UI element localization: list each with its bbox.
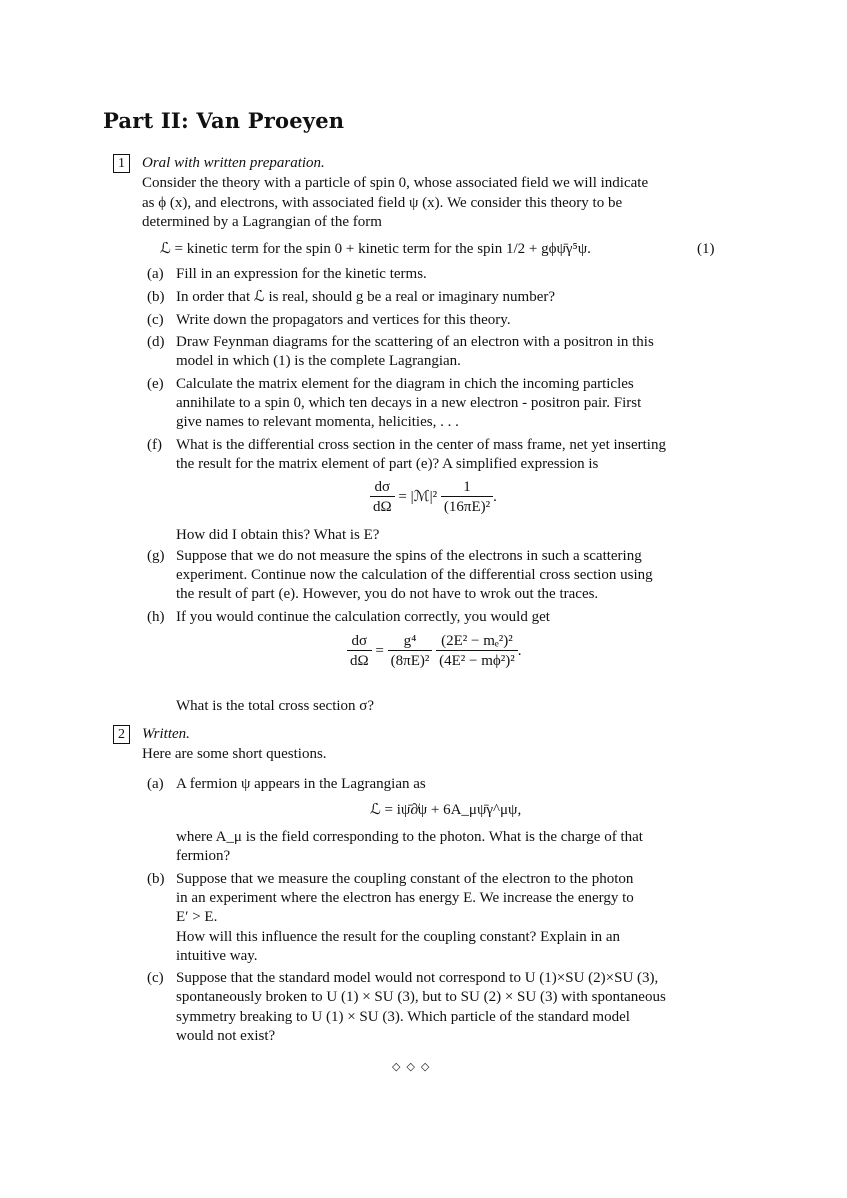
part-b-label: (b): [147, 289, 165, 305]
q2-lagrangian: ℒ = iψ̄∂̸ψ + 6A_μψ̄γ^μψ,: [370, 802, 522, 818]
q2-part-a-after-1: where A_μ is the field corresponding to the photon. What is the charge of that: [176, 829, 643, 845]
h-ratio-numerator: (2E² − mₑ²)²: [436, 632, 518, 651]
cross-section-formula-f: $\frac{d\sigma}{d\Omega}$ = |ℳ|² $\frac{1}{\text{(16πE)²}}$ .: [370, 478, 497, 517]
part-e-text-1: Calculate the matrix element for the diagram in chich the incoming particles: [176, 376, 634, 392]
h-ratio-denominator: (4E² − mϕ²)²: [439, 653, 515, 669]
part-g-text-2: experiment. Continue now the calculation of the differential cross section using: [176, 567, 653, 583]
q2-part-b-text-1: Suppose that we measure the coupling constant of the electron to the photon: [176, 871, 634, 887]
q2-part-b-text-2: in an experiment where the electron has energy E. We increase the energy to: [176, 890, 634, 906]
part-f-text-2: the result for the matrix element of part (e)? A simplified expression is: [176, 456, 599, 472]
q2-part-a-label: (a): [147, 776, 164, 792]
f-rhs-denominator: (16πE)²: [443, 499, 491, 515]
q2-part-a-text: A fermion ψ appears in the Lagrangian as: [176, 776, 426, 792]
q2-part-b-label: (b): [147, 871, 165, 887]
question-2-number-box: 2: [113, 725, 130, 744]
cross-section-formula-h: $\frac{d\sigma}{d\Omega}$ = $\frac{\text{g⁴}}{\text{(8πE)²}}$ $\frac{\text{(2E² − mₑ²)²}}{\text{(4E² − mϕ²)²}}$ .: [347, 632, 522, 671]
part-f-label: (f): [147, 437, 162, 453]
page-title: Part II: Van Proeyen: [103, 108, 345, 133]
part-g-text-3: the result of part (e). However, you do not have to wrok out the traces.: [176, 586, 599, 602]
part-f-after: How did I obtain this? What is E?: [176, 527, 380, 543]
part-c-label: (c): [147, 312, 164, 328]
part-c-text: Write down the propagators and vertices for this theory.: [176, 312, 511, 328]
q2-part-c-text-2: spontaneously broken to U (1) × SU (3), but to SU (2) × SU (3) with spontaneous: [176, 989, 666, 1005]
q2-part-c-label: (c): [147, 970, 164, 986]
part-b-text: In order that ℒ is real, should g be a real or imaginary number?: [176, 289, 556, 305]
q2-part-b-text-4: How will this influence the result for the coupling constant? Explain in an: [176, 929, 621, 945]
q2-part-c-text-3: symmetry breaking to U (1) × SU (3). Which particle of the standard model: [176, 1009, 630, 1025]
lagrangian-equation: ℒ = kinetic term for the spin 0 + kinetic term for the spin 1/2 + gϕψ̄γ⁵ψ.: [160, 241, 591, 257]
h-coeff-numerator: g⁴: [388, 632, 433, 651]
part-h-text: If you would continue the calculation correctly, you would get: [176, 609, 550, 625]
q2-part-b-text-5: intuitive way.: [176, 948, 258, 964]
f-lhs-denominator: dΩ: [373, 499, 392, 515]
part-d-label: (d): [147, 334, 165, 350]
end-mark: ◇◇◇: [392, 1060, 436, 1073]
f-rhs-numerator: 1: [441, 478, 493, 497]
q2-part-a-after-2: fermion?: [176, 848, 231, 864]
question-1-type: Oral with written preparation.: [142, 155, 325, 171]
q2-intro: Here are some short questions.: [142, 746, 327, 762]
part-a-label: (a): [147, 266, 164, 282]
part-f-text-1: What is the differential cross section in the center of mass frame, net yet inserting: [176, 437, 666, 453]
part-h-after: What is the total cross section σ?: [176, 698, 375, 714]
f-lhs-numerator: dσ: [370, 478, 395, 497]
q1-intro-line-1: Consider the theory with a particle of spin 0, whose associated field we will indicate: [142, 175, 649, 191]
q1-intro-line-3: determined by a Lagrangian of the form: [142, 214, 382, 230]
h-lhs-denominator: dΩ: [350, 653, 369, 669]
q2-part-c-text-4: would not exist?: [176, 1028, 276, 1044]
equation-number: (1): [697, 241, 715, 257]
part-d-text-2: model in which (1) is the complete Lagrangian.: [176, 353, 461, 369]
part-h-label: (h): [147, 609, 165, 625]
part-g-label: (g): [147, 548, 165, 564]
part-d-text-1: Draw Feynman diagrams for the scattering of an electron with a positron in this: [176, 334, 654, 350]
question-2-type: Written.: [142, 726, 190, 742]
h-lhs-numerator: dσ: [347, 632, 372, 651]
question-1-number-box: 1: [113, 154, 130, 173]
q1-intro-line-2: as ϕ (x), and electrons, with associated field ψ (x). We consider this theory to be: [142, 195, 623, 211]
part-a-text: Fill in an expression for the kinetic terms.: [176, 266, 427, 282]
h-coeff-denominator: (8πE)²: [390, 653, 430, 669]
q2-part-b-text-3: E′ > E.: [176, 909, 218, 925]
part-e-label: (e): [147, 376, 164, 392]
part-g-text-1: Suppose that we do not measure the spins of the electrons in such a scattering: [176, 548, 642, 564]
part-e-text-2: annihilate to a spin 0, which ten decays in a new electron - positron pair. First: [176, 395, 642, 411]
part-e-text-3: give names to relevant momenta, helicities, . . .: [176, 414, 459, 430]
q2-part-c-text-1: Suppose that the standard model would not correspond to U (1)×SU (2)×SU (3),: [176, 970, 659, 986]
f-middle: = |ℳ|²: [398, 488, 438, 505]
